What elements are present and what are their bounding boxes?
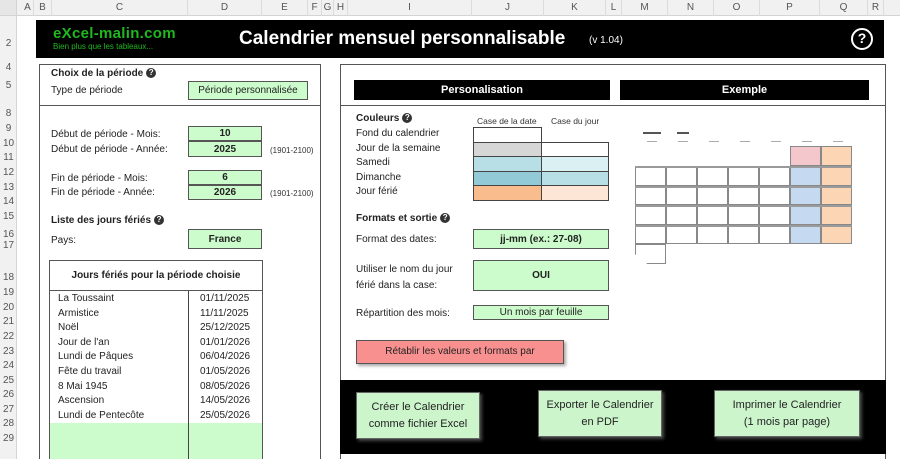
- holiday-row: [50, 322, 262, 337]
- preview-weekday-label: [802, 141, 812, 142]
- preview-cell: [759, 225, 790, 245]
- holiday-name-select[interactable]: OUI: [473, 260, 609, 291]
- settings-divider: [340, 105, 886, 106]
- split-select[interactable]: Un mois par feuille: [473, 305, 609, 320]
- row-header[interactable]: 17: [2, 240, 15, 251]
- column-header[interactable]: F: [308, 0, 322, 16]
- preview-date-bar: [821, 186, 852, 188]
- end-year-input[interactable]: 2026: [188, 185, 262, 200]
- column-header[interactable]: Q: [820, 0, 868, 16]
- holiday-date: 01/01/2026: [200, 336, 251, 348]
- end-year-range-note: (1901-2100): [270, 189, 314, 198]
- preview-cell: [821, 186, 852, 206]
- color-row-label: Fond du calendrier: [356, 128, 440, 139]
- color-row-label: Jour férié: [356, 186, 398, 198]
- column-header[interactable]: I: [348, 0, 472, 16]
- preview-date-bar: [821, 205, 852, 207]
- row-header[interactable]: 19: [2, 287, 15, 298]
- date-format-select[interactable]: jj-mm (ex.: 27-08): [473, 229, 609, 249]
- start-year-label: Début de période - Année:: [51, 144, 168, 155]
- export-pdf-label-1: Exporter le Calendrier: [546, 398, 654, 411]
- preview-date-bar: [759, 186, 790, 188]
- row-header[interactable]: 21: [2, 316, 15, 327]
- preview-cell: [666, 186, 697, 206]
- preview-date-bar: [666, 205, 697, 207]
- help-icon[interactable]: ?: [851, 28, 873, 50]
- reset-defaults-button[interactable]: Rétablir les valeurs et formats par: [356, 340, 564, 364]
- preview-date-bar: [728, 166, 759, 168]
- preview-date-bar: [666, 225, 697, 227]
- preview-cell: [790, 146, 821, 166]
- row-header[interactable]: 4: [5, 62, 12, 73]
- preview-cell: [790, 166, 821, 186]
- preview-date-bar: [635, 205, 666, 207]
- date-color-swatch[interactable]: [473, 185, 542, 201]
- holidays-empty-area: [50, 423, 262, 459]
- help-icon[interactable]: ?: [440, 213, 450, 223]
- row-header[interactable]: 8: [5, 108, 12, 119]
- col-header-day: Case du jour: [551, 116, 600, 126]
- column-header[interactable]: P: [760, 0, 820, 16]
- column-header[interactable]: B: [34, 0, 52, 16]
- row-header[interactable]: 12: [2, 167, 15, 178]
- preview-cell: [666, 205, 697, 225]
- holiday-date: 14/05/2026: [200, 395, 251, 407]
- logo-tagline: Bien plus que les tableaux...: [53, 42, 154, 51]
- column-headers: [0, 0, 900, 16]
- holiday-name-label-line1: Utiliser le nom du jour: [356, 264, 453, 275]
- row-header[interactable]: 25: [2, 375, 15, 386]
- row-header[interactable]: 18: [2, 272, 15, 283]
- holiday-name-label-line2: férié dans la case:: [356, 280, 438, 291]
- start-year-range-note: (1901-2100): [270, 146, 314, 155]
- preview-date-bar: [697, 205, 728, 207]
- holiday-row: [50, 381, 262, 396]
- split-label: Répartition des mois:: [356, 308, 450, 319]
- row-header[interactable]: 23: [2, 346, 15, 357]
- holiday-date: 25/12/2025: [200, 322, 251, 334]
- preview-date-bar: [635, 225, 666, 227]
- preview-cell: [790, 205, 821, 225]
- row-header[interactable]: 5: [5, 80, 12, 91]
- preview-cell: [697, 186, 728, 206]
- preview-month-title: [643, 132, 661, 134]
- day-color-swatch[interactable]: [541, 142, 609, 158]
- holiday-row: [50, 293, 262, 308]
- preview-weekday-label: [833, 141, 843, 142]
- preview-cell: [790, 225, 821, 245]
- col-header-date: Case de la date: [477, 116, 537, 126]
- column-header[interactable]: H: [334, 0, 348, 16]
- period-type-label: Type de période: [51, 85, 123, 96]
- preview-date-bar: [821, 225, 852, 227]
- period-type-select[interactable]: Période personnalisée: [188, 81, 308, 100]
- preview-date-bar: [759, 205, 790, 207]
- holiday-name: Fête du travail: [58, 366, 122, 377]
- holiday-name: Armistice: [58, 307, 100, 319]
- preview-cell: [728, 186, 759, 206]
- action-bar: [340, 380, 886, 454]
- preview-date-bar: [697, 166, 728, 168]
- preview-date-bar: [790, 166, 821, 168]
- colors-section-title-text: Couleurs: [356, 113, 400, 124]
- row-header[interactable]: 14: [2, 196, 15, 207]
- row-header[interactable]: 2: [5, 38, 12, 49]
- row-headers: [0, 16, 17, 459]
- help-icon[interactable]: ?: [402, 113, 412, 123]
- date-color-swatch[interactable]: [473, 127, 542, 143]
- row-header[interactable]: 22: [2, 331, 15, 342]
- holidays-section-title: [51, 215, 164, 226]
- start-month-input[interactable]: 10: [188, 126, 262, 141]
- holiday-date: 06/04/2026: [200, 351, 251, 363]
- column-header[interactable]: E: [262, 0, 308, 16]
- print-label-1: Imprimer le Calendrier: [732, 398, 842, 411]
- select-all-corner[interactable]: [0, 0, 17, 16]
- preview-date-bar: [666, 186, 697, 188]
- preview-date-bar: [728, 186, 759, 188]
- preview-cell: [759, 186, 790, 206]
- calendar-preview-image: [627, 124, 861, 270]
- holiday-date: 25/05/2026: [200, 409, 251, 421]
- column-header[interactable]: L: [606, 0, 622, 16]
- row-header[interactable]: 28: [2, 418, 15, 429]
- holiday-name: 8 Mai 1945: [58, 380, 108, 392]
- column-header[interactable]: G: [322, 0, 334, 16]
- preview-cell: [821, 166, 852, 186]
- holiday-row: [50, 395, 262, 410]
- date-color-swatch[interactable]: [473, 156, 542, 172]
- end-month-input[interactable]: 6: [188, 170, 262, 185]
- color-row-label: Dimanche: [356, 171, 402, 183]
- preview-date-bar: [635, 186, 666, 188]
- holiday-row: [50, 337, 262, 352]
- header-banner: [36, 20, 884, 58]
- preview-cell: [635, 186, 666, 206]
- formats-section-title: [356, 213, 450, 224]
- column-header[interactable]: K: [544, 0, 606, 16]
- preview-date-bar: [635, 166, 666, 168]
- holiday-name: Ascension: [58, 395, 105, 407]
- end-month-label: Fin de période - Mois:: [51, 173, 148, 184]
- date-color-swatch[interactable]: [473, 142, 542, 158]
- row-header[interactable]: 16: [2, 229, 15, 240]
- export-pdf-button[interactable]: [538, 390, 662, 437]
- create-excel-label-2: comme fichier Excel: [368, 417, 468, 430]
- column-header[interactable]: R: [868, 0, 884, 16]
- preview-date-bar: [790, 205, 821, 207]
- preview-date-bar: [790, 186, 821, 188]
- day-color-swatch[interactable]: [541, 156, 609, 172]
- preview-cell: [790, 186, 821, 206]
- holidays-section-title-text: Liste des jours fériés: [51, 215, 152, 226]
- date-format-label: Format des dates:: [356, 234, 437, 245]
- preview-date-bar: [759, 166, 790, 168]
- holiday-name: Noël: [58, 322, 79, 334]
- preview-date-bar: [759, 225, 790, 227]
- preview-weekday-label: [678, 141, 688, 142]
- preview-cell: [821, 146, 852, 166]
- preview-weekday-label: [771, 141, 781, 142]
- personalisation-bar: Personalisation: [354, 80, 610, 100]
- row-header[interactable]: 11: [3, 152, 14, 163]
- print-button[interactable]: [714, 390, 860, 437]
- print-label-2: (1 mois par page): [743, 415, 831, 428]
- row-header[interactable]: 27: [2, 404, 15, 415]
- preview-date-bar: [728, 225, 759, 227]
- preview-cell: [697, 205, 728, 225]
- preview-year-title: [677, 132, 689, 134]
- period-section-title: [51, 68, 156, 79]
- date-color-swatch[interactable]: [473, 171, 542, 187]
- row-header[interactable]: 20: [2, 302, 15, 313]
- preview-cell: [728, 166, 759, 186]
- column-header[interactable]: N: [668, 0, 714, 16]
- preview-cell: [728, 225, 759, 245]
- help-icon[interactable]: ?: [146, 68, 156, 78]
- colors-section-title: [356, 113, 412, 124]
- start-month-label: Début de période - Mois:: [51, 129, 161, 140]
- preview-date-bar: [728, 205, 759, 207]
- preview-cell: [821, 225, 852, 245]
- preview-cell: [666, 166, 697, 186]
- holiday-date: 08/05/2026: [200, 380, 251, 392]
- version-label: (v 1.04): [589, 35, 623, 46]
- row-header[interactable]: 13: [2, 182, 15, 193]
- example-bar: Exemple: [620, 80, 869, 100]
- preview-weekday-label: [709, 141, 719, 142]
- create-excel-label-1: Créer le Calendrier: [371, 400, 465, 413]
- holiday-date: 01/11/2025: [200, 293, 250, 304]
- holiday-name: Lundi de Pentecôte: [58, 409, 145, 421]
- holiday-row: [50, 366, 262, 381]
- preview-cell: [635, 225, 666, 245]
- holiday-row: [50, 308, 262, 323]
- row-header[interactable]: 29: [2, 433, 15, 444]
- export-pdf-label-2: en PDF: [581, 415, 619, 428]
- holidays-table-title: Jours fériés pour la période choisie: [50, 261, 262, 291]
- end-year-label: Fin de période - Année:: [51, 187, 155, 198]
- preview-cell: [697, 225, 728, 245]
- preview-cell: [635, 166, 666, 186]
- holidays-table: [49, 260, 263, 459]
- row-header[interactable]: 10: [2, 138, 15, 149]
- holiday-row: [50, 351, 262, 366]
- logo[interactable]: eXcel-malin.com: [53, 25, 176, 42]
- preview-date-bar: [697, 225, 728, 227]
- preview-cell: [821, 205, 852, 225]
- preview-weekday-label: [740, 141, 750, 142]
- row-header[interactable]: 9: [5, 123, 12, 134]
- row-header[interactable]: 26: [2, 389, 15, 400]
- row-header[interactable]: 15: [2, 211, 15, 222]
- column-header[interactable]: D: [188, 0, 262, 16]
- column-header[interactable]: M: [622, 0, 668, 16]
- country-label: Pays:: [51, 235, 77, 246]
- preview-cell: [697, 166, 728, 186]
- column-header[interactable]: O: [714, 0, 760, 16]
- day-color-swatch[interactable]: [541, 171, 609, 187]
- row-header[interactable]: 24: [2, 360, 15, 371]
- holiday-name: La Toussaint: [58, 293, 114, 304]
- country-select[interactable]: France: [188, 229, 262, 249]
- preview-cell: [666, 225, 697, 245]
- holiday-name: Jour de l'an: [58, 336, 110, 348]
- help-icon[interactable]: ?: [154, 215, 164, 225]
- holiday-row: [50, 410, 262, 425]
- period-divider: [39, 105, 321, 106]
- preview-cell: [759, 205, 790, 225]
- preview-date-bar: [666, 166, 697, 168]
- start-year-input[interactable]: 2025: [188, 141, 262, 157]
- column-header[interactable]: J: [472, 0, 544, 16]
- period-section-title-text: Choix de la période: [51, 68, 144, 79]
- create-excel-button[interactable]: [356, 392, 480, 439]
- preview-cell: [635, 205, 666, 225]
- preview-date-bar: [790, 225, 821, 227]
- holiday-date: 11/11/2025: [200, 307, 249, 319]
- formats-section-title-text: Formats et sortie: [356, 213, 438, 224]
- preview-date-bar: [697, 186, 728, 188]
- preview-cell: [728, 205, 759, 225]
- day-color-swatch[interactable]: [541, 185, 609, 201]
- color-row-label: Jour de la semaine: [356, 142, 441, 154]
- column-header[interactable]: C: [52, 0, 188, 16]
- page-title: Calendrier mensuel personnalisable: [239, 28, 566, 49]
- preview-date-bar: [821, 166, 852, 168]
- holiday-name: Lundi de Pâques: [58, 351, 134, 363]
- column-header[interactable]: A: [22, 0, 34, 16]
- preview-weekday-label: [647, 141, 657, 142]
- color-row-label: Samedi: [356, 157, 390, 169]
- preview-cell: [759, 166, 790, 186]
- holiday-date: 01/05/2026: [200, 366, 251, 377]
